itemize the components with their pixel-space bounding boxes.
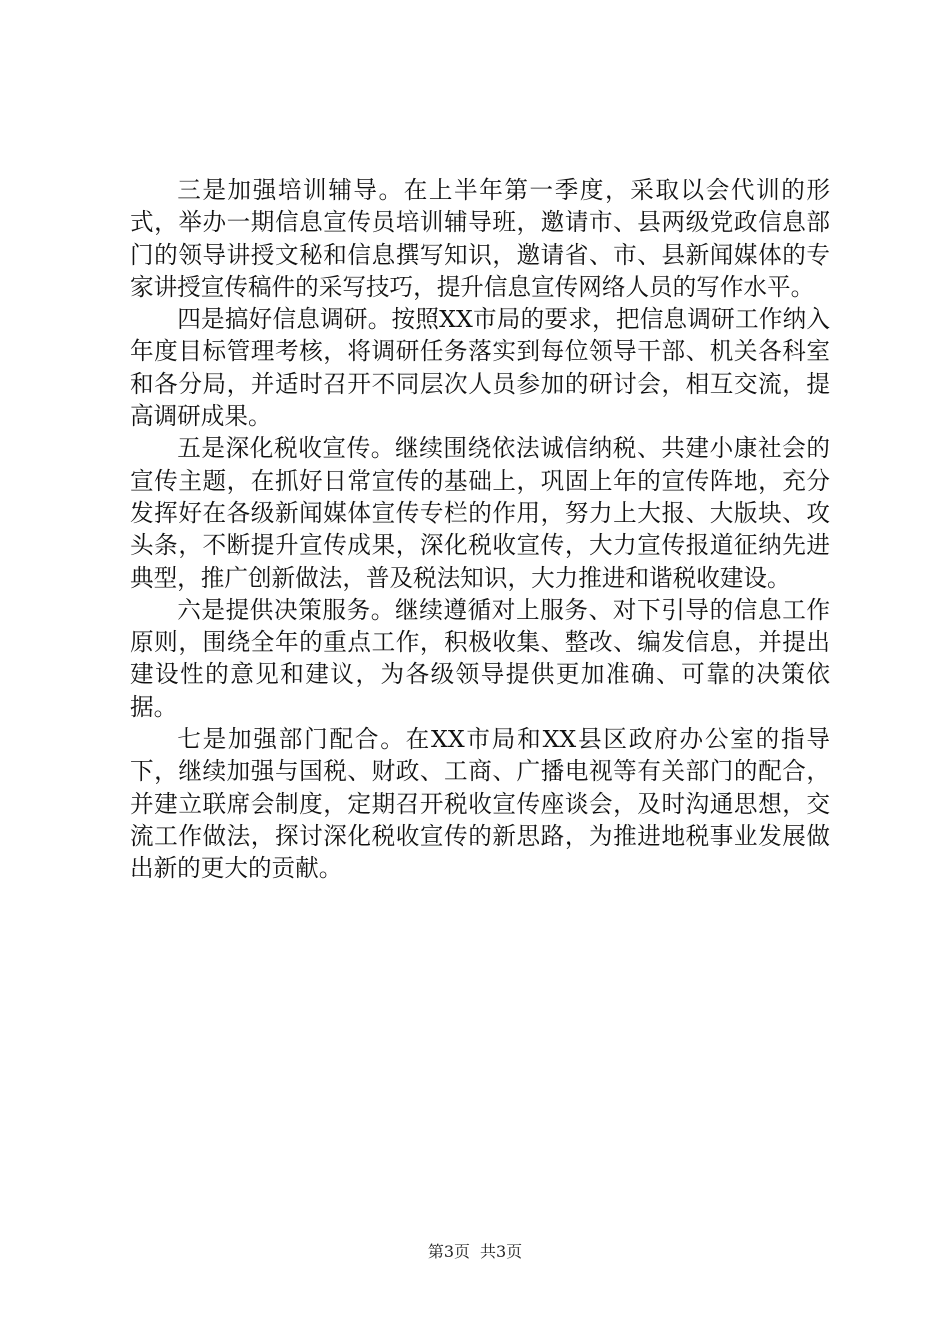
paragraph-training: 三是加强培训辅导。在上半年第一季度，采取以会代训的形式，举办一期信息宣传员培训辅导班，邀请市、县两级党政信息部门的领导讲授文秘和信息撰写知识，邀请省、市、县新闻媒体的专家讲授宣传稿件的采写技巧，提升信息宣传网络人员的写作水平。: [130, 176, 830, 301]
page-number-total: 共3页: [480, 1242, 523, 1261]
page-footer: [0, 1241, 950, 1263]
document-body: [130, 174, 830, 885]
paragraph-decision-service: 六是提供决策服务。继续遵循对上服务、对下引导的信息工作原则，围绕全年的重点工作，积极收集、整改、编发信息，并提出建设性的意见和建议，为各级领导提供更加准确、可靠的决策依据。: [130, 595, 830, 721]
paragraph-tax-publicity: 五是深化税收宣传。继续围绕依法诚信纳税、共建小康社会的宣传主题，在抓好日常宣传的基础上，巩固上年的宣传阵地，充分发挥好在各级新闻媒体宣传专栏的作用，努力上大报、大版块、攻头条，不断提升宣传成果，深化税收宣传，大力宣传报道征纳先进典型，推广创新做法，普及税法知识，大力推进和谐税收建设。: [130, 434, 830, 592]
page-number-current: 第3页: [427, 1242, 470, 1261]
paragraph-research: 四是搞好信息调研。按照XX市局的要求，把信息调研工作纳入年度目标管理考核，将调研任务落实到每位领导干部、机关各科室和各分局，并适时召开不同层次人员参加的研讨会，相互交流，提高调研成果。: [130, 305, 830, 431]
paragraph-department-cooperation: 七是加强部门配合。在XX市局和XX县区政府办公室的指导下，继续加强与国税、财政、工商、广播电视等有关部门的配合，并建立联席会制度，定期召开税收宣传座谈会，及时沟通思想，交流工作做法，探讨深化税收宣传的新思路，为推进地税事业发展做出新的更大的贡献。: [130, 725, 830, 883]
